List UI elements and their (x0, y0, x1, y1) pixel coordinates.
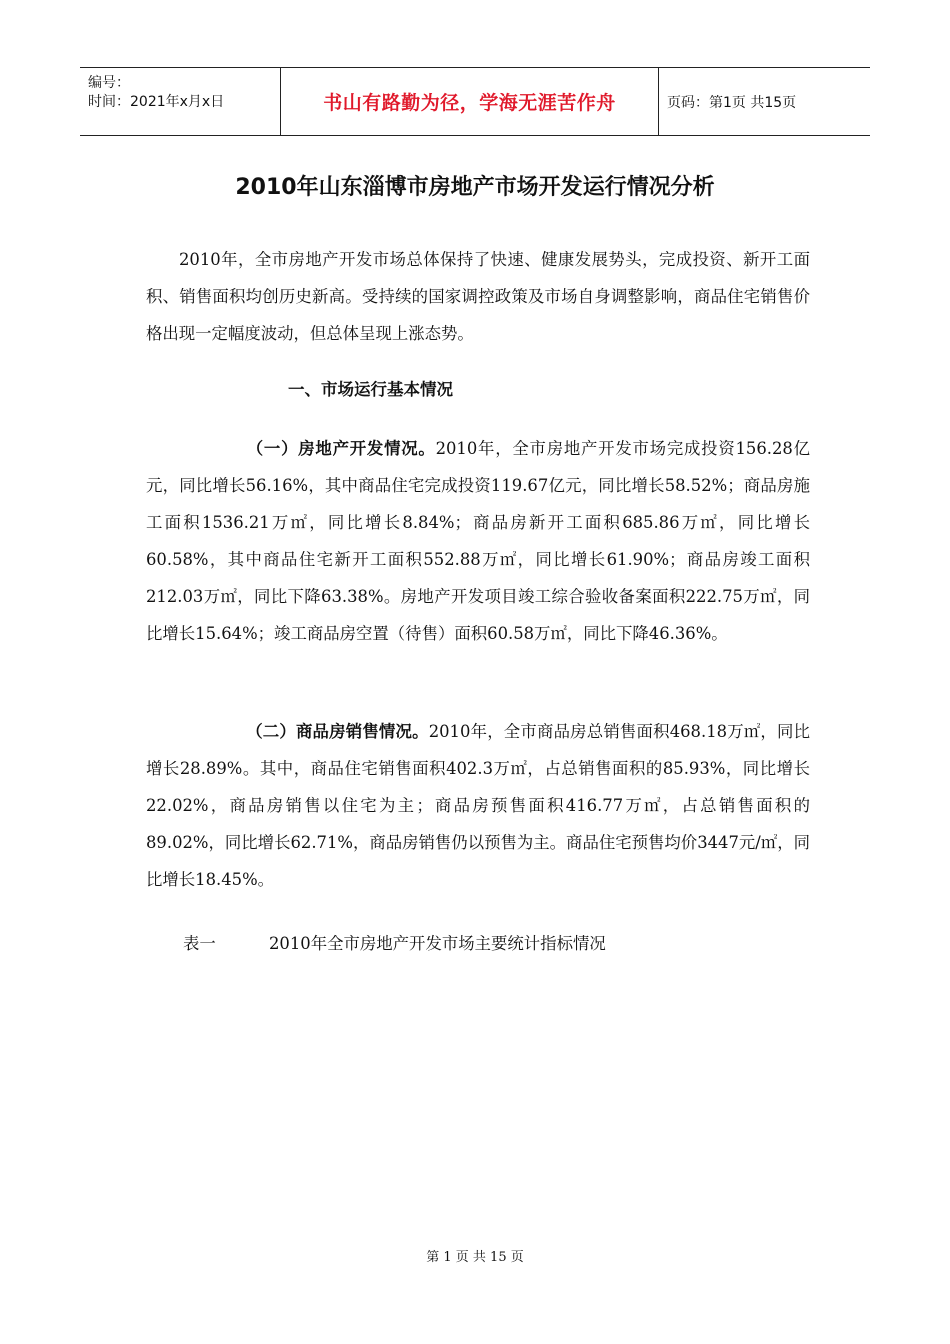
document-header (80, 67, 870, 136)
subsection1-text: 2010年，全市房地产开发市场完成投资156.28亿元，同比增长56.16%，其中商品住宅完成投资119.67亿元，同比增长58.52%；商品房施工面积1536.21万㎡，同比增长8.84%；商品房新开工面积685.86万㎡，同比增长60.58%，其中商品住宅新开工面积552.88万㎡，同比增长61.90%；商品房竣工面积212.03万㎡，同比下降63.38%。房地产开发项目竣工综合验收备案面积222.75万㎡，同比增长15.64%；竣工商品房空置（待售）面积60.58万㎡，同比下降46.36%。 (146, 439, 810, 643)
document-title: 2010年山东淄博市房地产市场开发运行情况分析 (235, 175, 715, 200)
table-caption-text: 2010年全市房地产开发市场主要统计指标情况 (269, 934, 606, 953)
table-caption (183, 925, 606, 962)
intro-text: 2010年，全市房地产开发市场总体保持了快速、健康发展势头，完成投资、新开工面积、销售面积均创历史新高。受持续的国家调控政策及市场自身调整影响，商品住宅销售价格出现一定幅度波动，但总体呈现上涨态势。 (146, 250, 810, 343)
header-page-info: 页码：第1页 共15页 (667, 94, 797, 111)
code-label: 编号： (88, 75, 130, 91)
subsection2-lead: （二）商品房销售情况。 (246, 722, 429, 741)
subsection2-text: 2010年，全市商品房总销售面积468.18万㎡，同比增长28.89%。其中，商品住宅销售面积402.3万㎡，占总销售面积的85.93%，同比增长22.02%，商品房销售以住宅为主；商品房预售面积416.77万㎡，占总销售面积的89.02%，同比增长62.71%，商品房销售仍以预售为主。商品住宅预售均价3447元/㎡，同比增长18.45%。 (146, 722, 810, 889)
date-label: 时间：2021年x月x日 (88, 94, 225, 110)
subsection2-paragraph (146, 713, 810, 898)
header-meta (80, 68, 281, 135)
header-motto: 书山有路勤为径，学海无涯苦作舟 (281, 68, 659, 135)
subsection1-paragraph (146, 430, 810, 652)
table-label: 表一 (183, 934, 216, 953)
subsection1-lead: （一）房地产开发情况。 (246, 439, 436, 458)
section1-heading: 一、市场运行基本情况 (288, 380, 453, 399)
intro-paragraph (146, 241, 810, 352)
page-footer: 第 1 页 共 15 页 (426, 1250, 524, 1265)
